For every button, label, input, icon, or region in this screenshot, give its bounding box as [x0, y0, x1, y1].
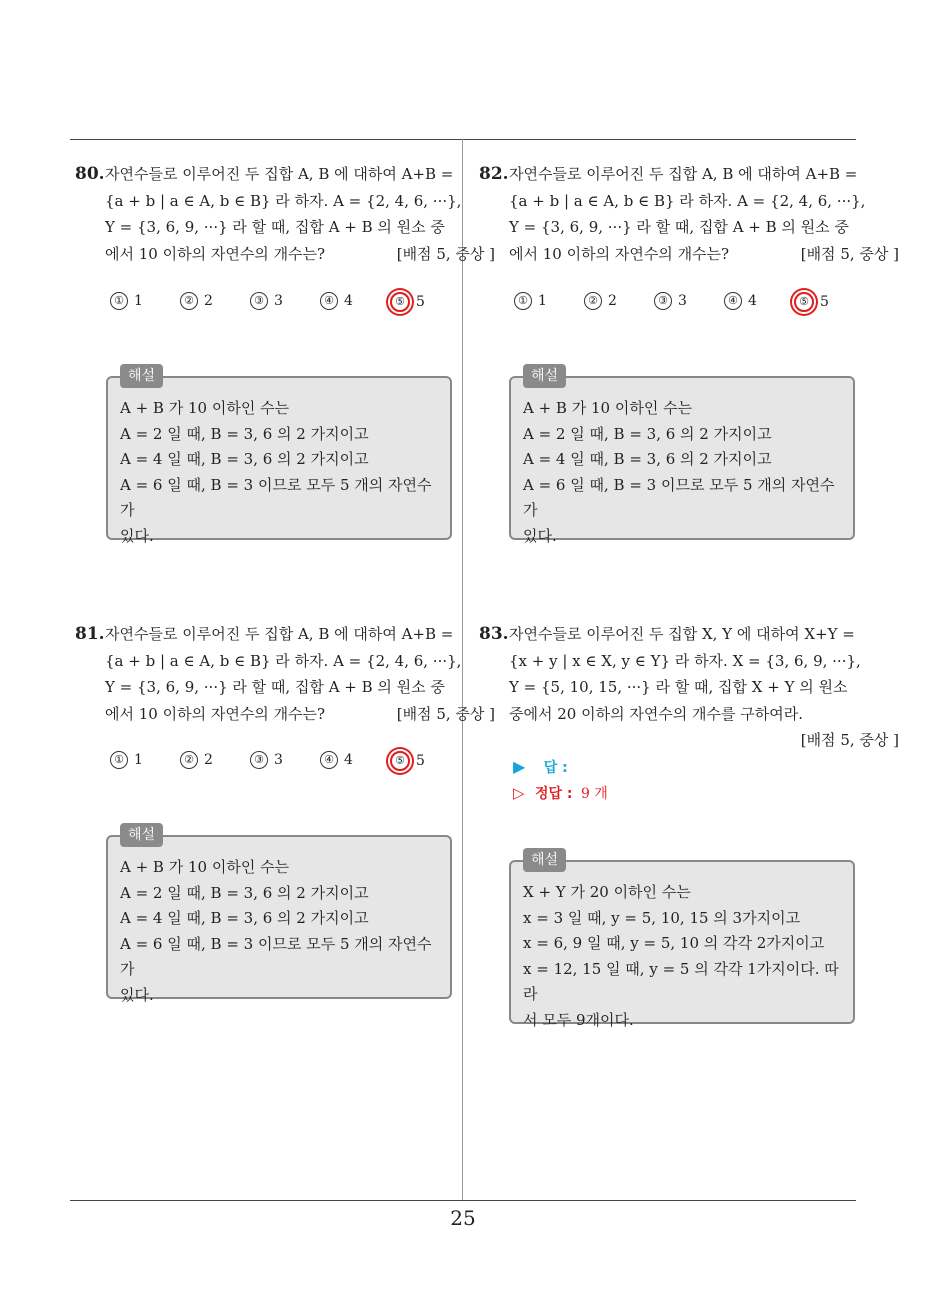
solution-box-82 [509, 368, 855, 545]
answer-block-83 [513, 754, 608, 806]
solution-line: 있다. [523, 526, 557, 545]
correct-value: 9 개 [580, 786, 608, 802]
choice-mark: ③ [250, 292, 268, 310]
solution-line: A + B 가 10 이하인 수는 [120, 858, 290, 876]
choice-mark: ④ [320, 751, 338, 769]
choice-4[interactable]: ④ 4 [724, 292, 757, 310]
choice-2[interactable]: ② 2 [584, 292, 617, 310]
score-tag: [배점 5, 중상 ] [800, 731, 899, 749]
answer-label: 답 : [543, 760, 568, 776]
choice-3[interactable]: ③ 3 [250, 751, 283, 769]
problem-line: 자연수들로 이루어진 두 집합 A, B 에 대하여 A+B = [509, 165, 858, 183]
solution-line: A = 6 일 때, B = 3 이므로 모두 5 개의 자연수가 [120, 475, 432, 519]
problem-line: {a + b | a ∈ A, b ∈ B} 라 하자. A = {2, 4, 6, ···}, [509, 191, 866, 210]
answer-row[interactable] [513, 754, 608, 780]
correct-label: 정답 : [535, 786, 573, 802]
choice-mark: ④ [320, 292, 338, 310]
solution-line: X + Y 가 20 이하인 수는 [523, 883, 691, 901]
choice-mark: ① [110, 292, 128, 310]
problem-line: Y = {3, 6, 9, ···} 라 할 때, 집합 A + B 의 원소 중 [105, 678, 445, 696]
choice-5-correct[interactable]: ⑤ 5 [390, 292, 425, 312]
choice-mark: ① [514, 292, 532, 310]
choice-2[interactable]: ② 2 [180, 751, 213, 769]
choice-4[interactable]: ④ 4 [320, 292, 353, 310]
choice-1[interactable]: ① 1 [110, 751, 143, 769]
problem-line: Y = {3, 6, 9, ···} 라 할 때, 집합 A + B 의 원소 중 [105, 218, 445, 236]
problem-line: Y = {5, 10, 15, ···} 라 할 때, 집합 X + Y 의 원소 [509, 678, 848, 696]
choices-81 [110, 751, 450, 777]
problem-line: 자연수들로 이루어진 두 집합 A, B 에 대하여 A+B = [105, 625, 454, 643]
solution-line: A = 2 일 때, B = 3, 6 의 2 가지이고 [120, 424, 369, 443]
problem-number: 83. [479, 624, 509, 644]
problem-line: 자연수들로 이루어진 두 집합 X, Y 에 대하여 X+Y = [509, 625, 855, 643]
problem-number: 81. [75, 624, 105, 644]
problem-last-line [105, 701, 495, 728]
solution-line: 있다. [120, 526, 154, 545]
choice-mark: ① [110, 751, 128, 769]
choice-5-correct[interactable]: ⑤ 5 [794, 292, 829, 312]
solution-line: A = 4 일 때, B = 3, 6 의 2 가지이고 [120, 909, 369, 927]
solution-line: x = 12, 15 일 때, y = 5 의 각각 1가지이다. 따라 [523, 959, 839, 1003]
choice-mark: ④ [724, 292, 742, 310]
choice-mark: ② [180, 751, 198, 769]
problem-line: 에서 10 이하의 자연수의 개수는? [105, 244, 326, 263]
choice-mark: ② [180, 292, 198, 310]
solution-label: 해설 [523, 364, 566, 388]
solution-line: A + B 가 10 이하인 수는 [120, 399, 290, 417]
solution-line: A = 6 일 때, B = 3 이므로 모두 5 개의 자연수가 [120, 934, 432, 978]
choice-3[interactable]: ③ 3 [250, 292, 283, 310]
choice-1[interactable]: ① 1 [110, 292, 143, 310]
solution-line: x = 3 일 때, y = 5, 10, 15 의 3가지이고 [523, 908, 801, 927]
correct-answer-row [513, 780, 608, 806]
solution-line: A = 4 일 때, B = 3, 6 의 2 가지이고 [523, 450, 772, 468]
solution-line: A + B 가 10 이하인 수는 [523, 399, 693, 417]
score-tag: [배점 5, 중상 ] [396, 704, 495, 723]
problem-number: 82. [479, 164, 509, 184]
solution-label: 해설 [120, 823, 163, 847]
solution-line: 있다. [120, 985, 154, 1004]
choice-mark: ⑤ [390, 292, 410, 312]
choice-4[interactable]: ④ 4 [320, 751, 353, 769]
problem-line: 중에서 20 이하의 자연수의 개수를 구하여라. [509, 704, 804, 723]
problem-83 [479, 621, 899, 754]
choice-3[interactable]: ③ 3 [654, 292, 687, 310]
bottom-rule [70, 1200, 856, 1201]
choice-5-correct[interactable]: ⑤ 5 [390, 751, 425, 771]
problem-82 [479, 161, 899, 267]
problem-line: 자연수들로 이루어진 두 집합 A, B 에 대하여 A+B = [105, 165, 454, 183]
choice-mark: ② [584, 292, 602, 310]
solution-line: A = 2 일 때, B = 3, 6 의 2 가지이고 [523, 424, 772, 443]
play-arrow-icon: ▶ [513, 757, 526, 776]
score-tag: [배점 5, 중상 ] [800, 244, 899, 263]
choices-80 [110, 292, 450, 318]
outline-arrow-icon: ▷ [513, 784, 525, 802]
solution-box-83 [509, 852, 855, 1029]
problem-last-line [509, 241, 899, 268]
problem-line: {a + b | a ∈ A, b ∈ B} 라 하자. A = {2, 4, 6, ···}, [105, 191, 462, 210]
solution-line: 서 모두 9개이다. [523, 1010, 634, 1029]
choices-82 [514, 292, 854, 318]
top-rule [70, 139, 856, 140]
solution-line: x = 6, 9 일 때, y = 5, 10 의 각각 2가지이고 [523, 934, 825, 952]
problem-line: 에서 10 이하의 자연수의 개수는? [509, 244, 730, 263]
page-number: 25 [450, 1206, 476, 1230]
choice-mark: ③ [654, 292, 672, 310]
problem-81 [75, 621, 495, 727]
choice-1[interactable]: ① 1 [514, 292, 547, 310]
solution-label: 해설 [523, 848, 566, 872]
problem-line: 에서 10 이하의 자연수의 개수는? [105, 704, 326, 723]
solution-box-80 [106, 368, 452, 545]
solution-box-81 [106, 827, 452, 1004]
choice-mark: ⑤ [390, 751, 410, 771]
choice-2[interactable]: ② 2 [180, 292, 213, 310]
solution-line: A = 4 일 때, B = 3, 6 의 2 가지이고 [120, 450, 369, 468]
problem-line: {x + y | x ∈ X, y ∈ Y} 라 하자. X = {3, 6, 9, ···}, [509, 651, 861, 670]
choice-mark: ③ [250, 751, 268, 769]
solution-label: 해설 [120, 364, 163, 388]
score-tag: [배점 5, 중상 ] [396, 244, 495, 263]
choice-mark: ⑤ [794, 292, 814, 312]
solution-line: A = 6 일 때, B = 3 이므로 모두 5 개의 자연수가 [523, 475, 835, 519]
problem-last-line [105, 241, 495, 268]
problem-line: {a + b | a ∈ A, b ∈ B} 라 하자. A = {2, 4, 6, ···}, [105, 651, 462, 670]
problem-80 [75, 161, 495, 267]
problem-number: 80. [75, 164, 105, 184]
solution-line: A = 2 일 때, B = 3, 6 의 2 가지이고 [120, 883, 369, 902]
problem-line: Y = {3, 6, 9, ···} 라 할 때, 집합 A + B 의 원소 중 [509, 218, 849, 236]
